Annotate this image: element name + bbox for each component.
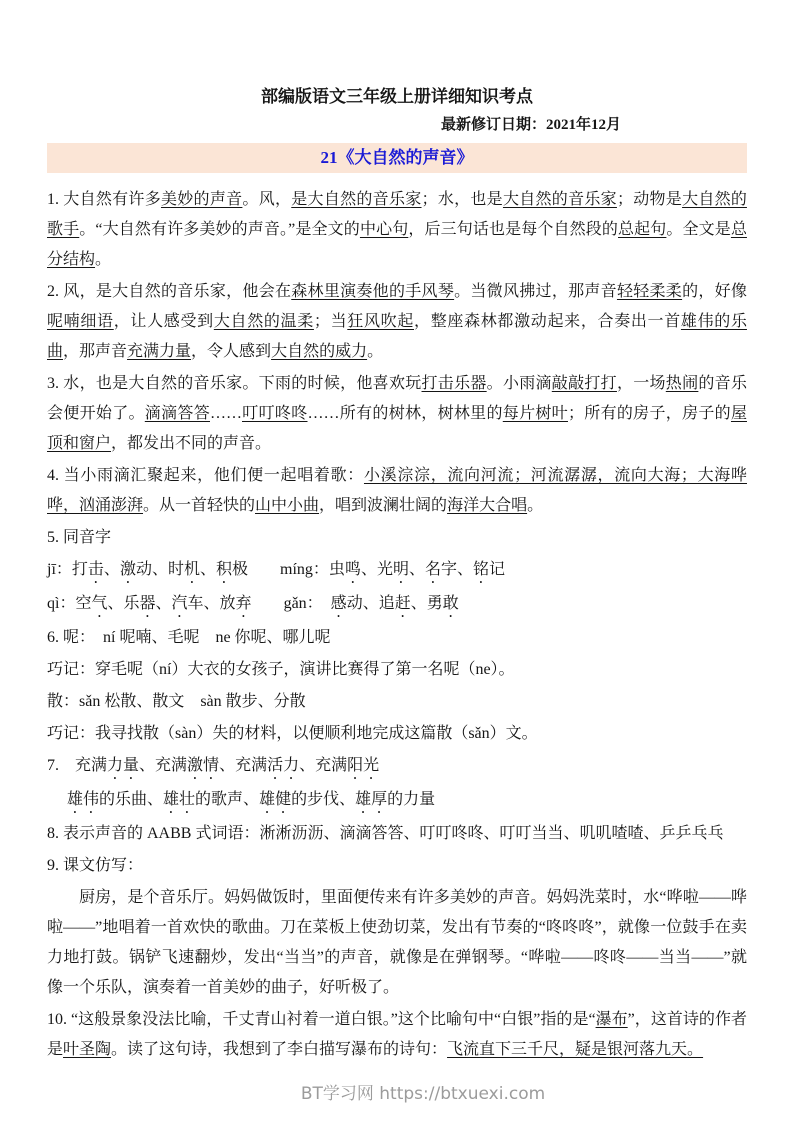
item-9-heading-text: 9. 课文仿写： [47,857,144,874]
item-3-underlined-text: 打击乐器 [421,375,487,392]
item-4-text: ，唱到波澜壮阔的 [319,497,448,514]
item-1-underlined-text: 大自然的音乐家 [502,191,617,208]
item-10-underlined-text: 飞流直下三千尺，疑是银河落九天。 [447,1041,704,1058]
item-5-row-qi-gan-text: 车、放 [187,595,236,612]
item-3-text: 3. 水，也是大自然的音乐家。下雨的时候，他喜欢玩 [47,375,422,392]
item-7-line-2-text: 的乐曲、 [99,791,164,808]
item-2-text: 的，好像 [682,283,747,300]
item-5-row-qi-gan-emphasized-char: 气 [91,595,108,612]
item-3-text: …… [210,405,242,422]
document-content [47,185,747,1065]
item-2-underlined-text: 雄伟的乐曲 [47,313,747,360]
item-1-underlined-text: 总分结构 [47,221,747,268]
item-5-row-ji-ming-emphasized-char: 积 [216,561,233,578]
item-7-line-1-text: 、充满 [139,757,188,774]
item-6-mnemonic-ne [47,655,747,685]
item-5-row-qi-gan-emphasized-char: 赶 [394,595,411,612]
item-5-row-ji-ming-text: jī：打 [47,561,88,578]
document-title: 部编版语文三年级上册详细知识考点 [261,87,533,106]
item-2-text: ，令人感到 [191,343,272,360]
item-3-text: ；所有的房子，房子的 [567,405,731,422]
item-3-text: ，都发出不同的声音。 [111,435,272,452]
item-4-text: 4. 当小雨滴汇聚起来，他们便一起唱着歌： [47,467,364,484]
item-1-underlined-text: 大自然的歌手 [47,191,747,238]
item-5-row-ji-ming-text: 极 míng：虫 [232,561,345,578]
item-7-line-2-emphasized-char: 雄伟 [67,791,100,808]
item-7-line-2-text: 的歌声、 [195,791,260,808]
item-10-text: ”，这首诗的作者是 [47,1011,747,1058]
item-7-line-2-text: 的步伐、 [291,791,356,808]
item-5-row-ji-ming-text: 、光 [360,561,393,578]
item-3-underlined-text: 热闹 [665,375,699,392]
item-1-text: ；动物是 [616,191,683,208]
item-3-text: 。小雨滴 [486,375,552,392]
item-5-row-qi-gan-text: gǎn： [251,595,331,612]
item-5-row-ji-ming-emphasized-char: 激 [119,561,136,578]
item-7-line-2 [47,785,747,817]
item-2-underlined-text: 大自然的威力 [271,343,368,360]
item-3-text: 的音乐会便开始了。 [47,375,747,422]
item-6-san-line-text: 散：sǎn 松散、散文 sàn 散步、分散 [47,693,306,710]
item-3-underlined-text: 每片树叶 [502,405,568,422]
item-5-row-qi-gan-text: 、勇 [410,595,443,612]
item-4-text: 。从一首轻快的 [143,497,256,514]
item-2-text: 2. 风，是大自然的音乐家，他会在 [47,283,292,300]
item-1-text: 。 [95,251,112,268]
item-3-underlined-text: 敲敲打打 [551,375,617,392]
item-5-row-qi-gan [47,589,747,621]
item-1 [47,185,747,275]
item-4 [47,461,747,521]
item-10 [47,1005,747,1065]
item-1-underlined-text: 总起句 [618,221,667,238]
item-1-underlined-text: 是大自然的音乐家 [291,191,422,208]
item-5-row-qi-gan-emphasized-char: 弃 [235,595,252,612]
item-2-underlined-text: 轻轻柔柔 [616,283,683,300]
item-6-mnemonic-san-text: 巧记：我寻找散（sàn）失的材料，以便顺利地完成这篇散（sǎn）文。 [47,725,538,742]
item-5-row-ji-ming-emphasized-char: 名 [424,561,441,578]
item-8-text: 8. 表示声音的 AABB 式词语：淅淅沥沥、滴滴答答、叮叮咚咚、叮叮当当、叽叽喳喳、乒乒乓乓 [47,825,724,842]
item-3-underlined-text: 叮叮咚咚 [242,405,308,422]
item-6-line [47,623,747,653]
item-3-text: ……所有的树林，树林里的 [307,405,503,422]
item-1-text: 。风， [242,191,292,208]
item-5-row-qi-gan-text: 动、追 [346,595,395,612]
item-4-underlined-text: 山中小曲 [255,497,320,514]
item-5-row-ji-ming-emphasized-char: 机 [183,561,200,578]
item-9-body [47,883,747,1003]
item-1-underlined-text: 美妙的声音 [160,191,243,208]
item-7-line-1-text: 、充满 [299,757,348,774]
item-3-underlined-text: 屋顶和窗户 [47,405,747,452]
item-10-underlined-text: 瀑布 [595,1011,628,1028]
item-5-heading-text: 5. 同音字 [47,529,112,546]
item-7-line-1-emphasized-char: 阳光 [347,757,380,774]
item-5-row-qi-gan-text: qì：空 [47,595,92,612]
item-9-heading [47,851,747,881]
item-5-row-ji-ming [47,555,747,587]
item-4-underlined-text: 海洋大合唱 [447,497,528,514]
item-4-text: 。 [527,497,544,514]
item-10-underlined-text: 叶圣陶 [63,1041,112,1058]
item-2-text: ，让人感受到 [113,313,214,330]
item-7-line-1-emphasized-char: 活力 [267,757,300,774]
item-3-text: ，一场 [616,375,666,392]
item-2-text: ；当 [313,313,348,330]
item-7-line-1-emphasized-char: 激情 [187,757,220,774]
item-8 [47,819,747,849]
item-5-row-ji-ming-emphasized-char: 鸣 [344,561,361,578]
item-5-row-qi-gan-emphasized-char: 敢 [442,595,459,612]
item-5-row-ji-ming-emphasized-char: 击 [87,561,104,578]
item-2-underlined-text: 狂风吹起 [347,313,415,330]
item-5-row-qi-gan-text: 、乐 [107,595,140,612]
item-2-text: ，那声音 [63,343,128,360]
item-5-row-qi-gan-emphasized-char: 器 [139,595,156,612]
item-7-line-1-text: 7. 充满 [47,757,108,774]
item-6-line-text: 6. 呢： ní 呢喃、毛呢 ne 你呢、哪儿呢 [47,629,331,646]
item-5-row-ji-ming-emphasized-char: 铭 [473,561,490,578]
item-5-row-qi-gan-emphasized-char: 感 [330,595,347,612]
item-1-text: 。全文是 [666,221,731,238]
item-7-line-2-text: 的力量 [387,791,436,808]
item-6-san-line [47,687,747,717]
item-5-row-qi-gan-text: 、 [155,595,172,612]
item-1-text: ，后三句话也是每个自然段的 [408,221,619,238]
footer-watermark: BT学习网 https://btxuexi.com [300,1084,546,1104]
item-7-line-1-text: 、充满 [219,757,268,774]
item-2-underlined-text: 呢喃细语 [47,313,114,330]
item-6-mnemonic-san [47,719,747,749]
item-10-text: 10. “这般景象没法比喻，千丈青山衬着一道白银。”这个比喻句中“白银”指的是“ [47,1011,596,1028]
item-1-underlined-text: 中心句 [359,221,409,238]
item-7-line-1 [47,751,747,783]
item-3 [47,369,747,459]
item-2-underlined-text: 充满力量 [127,343,192,360]
item-9-body-text: 厨房，是个音乐厅。妈妈做饭时，里面便传来有许多美妙的声音。妈妈洗菜时，水“哗啦——哗啦——”地唱着一首欢快的歌曲。刀在菜板上使劲切菜，发出有节奏的“咚咚咚”，就像一位鼓手在卖力地打鼓。锅铲飞速翻炒，发出“当当”的声音，就像是在弹钢琴。“哗啦——咚咚——当当——”就像一个乐队，演奏着一首美妙的曲子，好听极了。 [47,889,747,996]
item-5-row-ji-ming-text: 动、时 [135,561,184,578]
item-2-underlined-text: 森林里演奏他的手风琴 [291,283,455,300]
item-1-text: 。“大自然有许多美妙的声音。”是全文的 [79,221,360,238]
item-5-row-ji-ming-text: 、 [408,561,425,578]
item-7-line-2-emphasized-char: 雄健 [259,791,292,808]
item-4-underlined-text: 小溪淙淙，流向河流；河流潺潺，流向大海；大海哗哗，汹涌澎湃 [47,467,747,514]
item-5-row-ji-ming-text: 记 [489,561,506,578]
item-2 [47,277,747,367]
item-6-mnemonic-ne-text: 巧记：穿毛呢（ní）大衣的女孩子，演讲比赛得了第一名呢（ne）。 [47,661,515,678]
item-2-text: 。 [367,343,384,360]
section-banner: 21《大自然的声音》 [47,143,747,173]
revision-date: 最新修订日期：2021年12月 [440,117,621,133]
item-5-row-ji-ming-emphasized-char: 明 [392,561,409,578]
item-5-row-ji-ming-text: 字、 [441,561,474,578]
item-3-underlined-text: 滴滴答答 [144,405,210,422]
item-1-text: 1. 大自然有许多 [47,191,161,208]
item-5-heading [47,523,747,553]
item-5-row-ji-ming-text: 、 [199,561,216,578]
item-7-line-2-emphasized-char: 雄厚 [355,791,388,808]
item-1-text: ；水，也是 [421,191,503,208]
item-2-text: ，整座森林都激动起来，合奏出一首 [414,313,681,330]
item-10-text: 。读了这句诗，我想到了李白描写瀑布的诗句： [111,1041,448,1058]
item-7-line-2-emphasized-char: 雄壮 [163,791,196,808]
item-2-underlined-text: 大自然的温柔 [213,313,314,330]
item-2-text: 。当微风拂过，那声音 [454,283,617,300]
item-5-row-qi-gan-emphasized-char: 汽 [171,595,188,612]
item-7-line-1-emphasized-char: 力量 [107,757,140,774]
item-5-row-ji-ming-text: 、 [103,561,120,578]
